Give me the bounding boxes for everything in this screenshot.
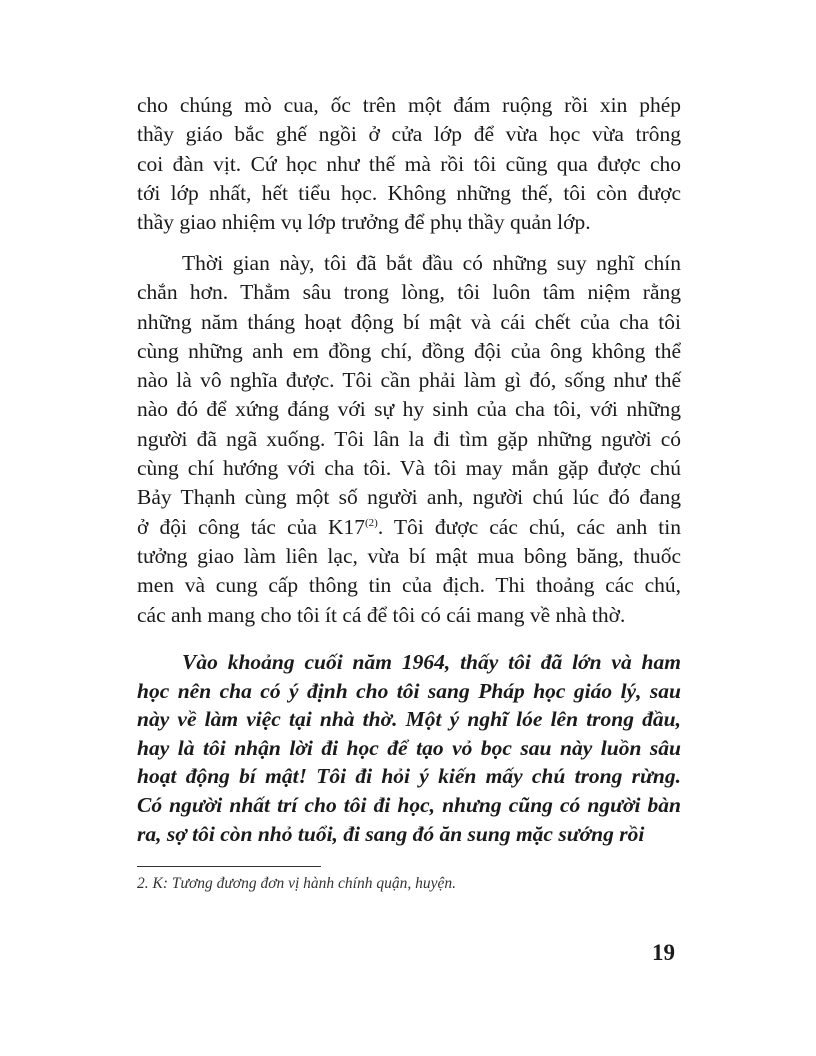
text-line: nào đó để xứng đáng với sự hy sinh của cha tôi, với những <box>137 397 681 422</box>
footnote: 2. K: Tương đương đơn vị hành chính quận, huyện. <box>137 875 456 892</box>
footnote-separator <box>137 866 321 867</box>
text-line: tới lớp nhất, hết tiểu học. Không những thế, tôi còn được <box>137 180 681 205</box>
text-line: này về làm việc tại nhà thờ. Một ý nghĩ lóe lên trong đầu, <box>137 707 681 732</box>
text-line: các anh mang cho tôi ít cá để tôi có cái mang về nhà thờ. <box>137 602 626 627</box>
text-segment: . Tôi được các chú, các anh tin <box>377 514 682 539</box>
text-line: người đã ngã xuống. Tôi lân la đi tìm gặp những người có <box>137 426 681 451</box>
paragraph-2 <box>137 249 681 630</box>
text-line: nào là vô nghĩa được. Tôi cần phải làm gì đó, sống như thế <box>137 368 681 393</box>
text-line: Có người nhất trí cho tôi đi học, nhưng cũng có người bàn <box>137 792 681 817</box>
text-line: Bảy Thạnh cùng một số người anh, người chú lúc đó đang <box>137 485 681 510</box>
paragraph-3-bold-italic <box>137 648 681 848</box>
text-line: hoạt động bí mật! Tôi đi hỏi ý kiến mấy chú trong rừng. <box>137 764 681 789</box>
text-line: học nên cha có ý định cho tôi sang Pháp học giáo lý, sau <box>137 678 681 703</box>
text-line: cùng những anh em đồng chí, đồng đội của ông không thể <box>137 338 681 363</box>
text-line: coi đàn vịt. Cứ học như thế mà rồi tôi cũng qua được cho <box>137 151 681 176</box>
text-line: thầy giao nhiệm vụ lớp trưởng để phụ thầy quản lớp. <box>137 210 591 235</box>
text-line: cho chúng mò cua, ốc trên một đám ruộng rồi xin phép <box>137 93 681 117</box>
text-line: thầy giáo bắc ghế ngồi ở cửa lớp để vừa học vừa trông <box>137 122 681 147</box>
text-line: những năm tháng hoạt động bí mật và cái chết của cha tôi <box>137 309 681 334</box>
text-line: men và cung cấp thông tin của địch. Thi thoảng các chú, <box>137 573 681 598</box>
paragraph-1 <box>137 91 681 237</box>
text-line: chắn hơn. Thẳm sâu trong lòng, tôi luôn tâm niệm rằng <box>137 280 681 305</box>
page-number: 19 <box>652 940 675 965</box>
text-line: tưởng giao làm liên lạc, vừa bí mật mua bông băng, thuốc <box>137 543 681 568</box>
text-line: ra, sợ tôi còn nhỏ tuổi, đi sang đó ăn sung mặc sướng rồi <box>137 821 645 846</box>
text-line: Thời gian này, tôi đã bắt đầu có những suy nghĩ chín <box>182 251 681 275</box>
text-line: Vào khoảng cuối năm 1964, thấy tôi đã lớn và ham <box>182 650 681 674</box>
text-line <box>137 513 681 542</box>
text-line: cùng chí hướng với cha tôi. Và tôi may mắn gặp được chú <box>137 456 681 481</box>
footnote-reference[interactable]: (2) <box>365 516 378 529</box>
text-line: hay là tôi nhận lời đi học để tạo vỏ bọc sau này luồn sâu <box>137 735 681 760</box>
text-segment: ở đội công tác của K17 <box>137 514 365 539</box>
